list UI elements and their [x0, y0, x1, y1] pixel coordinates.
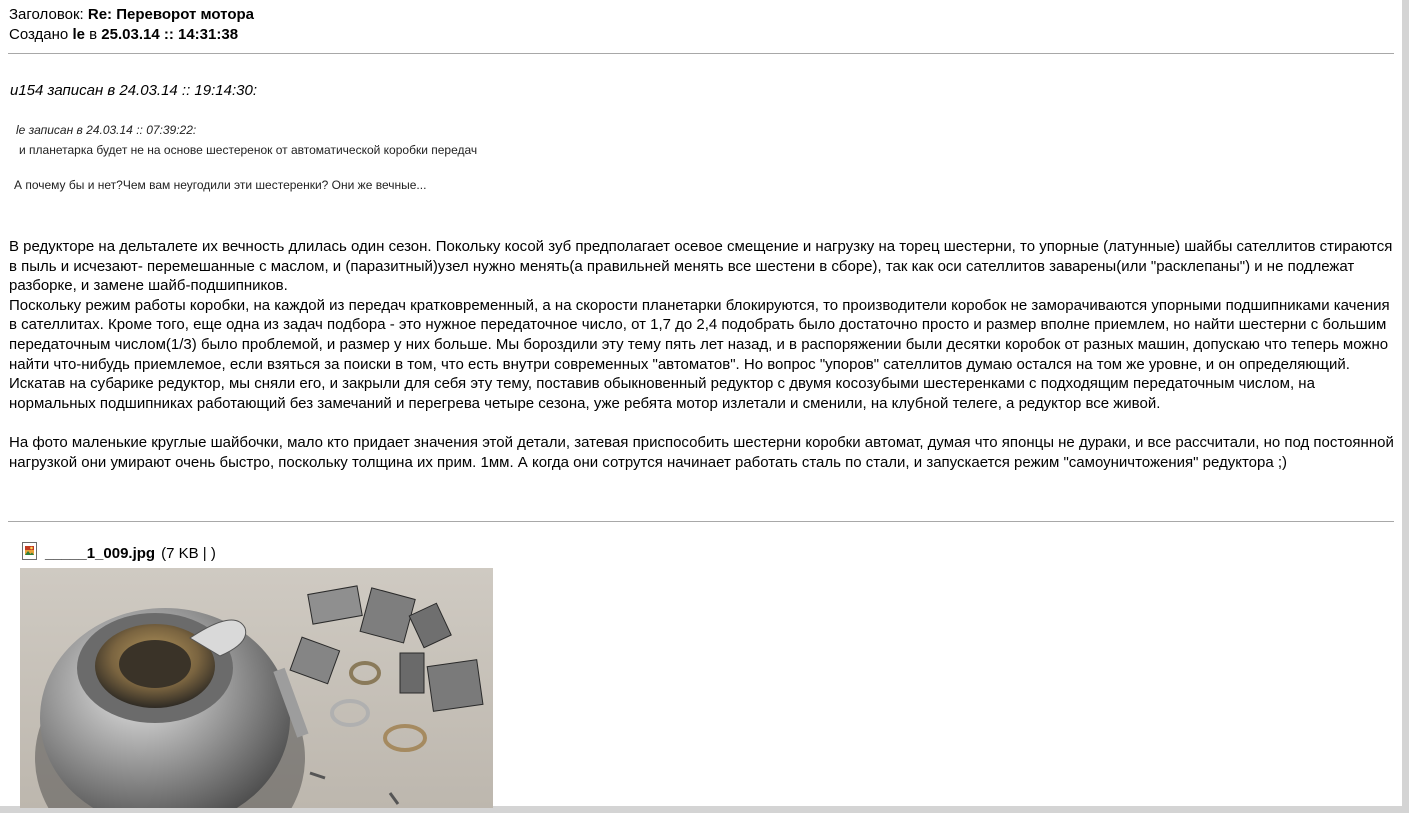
- window-scroll-edge: [1402, 0, 1409, 813]
- post-paragraph-2: На фото маленькие круглые шайбочки, мало кто придает значения этой детали, затевая приспособить шестерни коробки автомат, думая что японцы не дураки, и все рассчитали, но под постоянной нагрузкой они умирают очень быстро, поскольку толщина их прим. 1мм. А когда они сотрутся начинает работать сталь по стали, и запускается режим "самоуничтожения" редуктора ;): [9, 433, 1394, 471]
- post-header: [9, 5, 1397, 45]
- created-line: [9, 25, 1397, 45]
- inner-quote-body: и планетарка будет не на основе шестеренок от автоматической коробки передач: [19, 143, 478, 157]
- inner-quote-header: le записан в 24.03.14 :: 07:39:22:: [16, 123, 197, 137]
- author-name[interactable]: le: [72, 26, 85, 43]
- subject-value: Re: Переворот мотора: [87, 6, 254, 23]
- gears-photo-image: [20, 568, 493, 808]
- created-datetime: 25.03.14 :: 14:31:38: [101, 26, 239, 43]
- post-body: [9, 237, 1399, 472]
- outer-quote-body: А почему бы и нет?Чем вам неугодили эти шестеренки? Они же вечные...: [14, 178, 427, 192]
- subject-label: Заголовок:: [9, 6, 84, 23]
- attachment-filename[interactable]: _____1_009.jpg: [45, 544, 156, 562]
- subject-line: [9, 5, 1397, 25]
- attachment-row[interactable]: [21, 541, 216, 565]
- attachment-photo[interactable]: [20, 568, 493, 808]
- post-paragraph-1: В редукторе на дельталете их вечность длилась один сезон. Покольку косой зуб предполагает осевое смещение и нагрузку на торец шестерни, то упорные (латунные) шайбы сателлитов стираются в пыль и исчезают- перемешанные с маслом, и (паразитный)узел нужно менять(а правильней менять все шестени в сборе), так как оси сателлитов заварены(или "расклепаны") и не подлежат разборке, и замене шайб-подшипников. Поскольку режим работы коробки, на каждой из передач кратковременный, а на скорости планетарки блокируются, то производители коробок не заморачиваются упорными подшипниками качения в сателлитах. Кроме того, еще одна из задач подбора - это нужное передаточное число, от 1,7 до 2,4 подобрать было достаточно просто и размер вполне приемлем, но найти шестерни с большим передаточным числом(1/3) было проблемой, и размер у них больше. Мы бороздили эту тему пять лет назад, и в распоряжении были десятки коробок от разных машин, допускаю что теперь можно найти что-нибудь приемлемое, если взяться за поиски в том, что есть внутри современных "автоматов". Но вопрос "упоров" сателлитов думаю остался на том же уровне, и он определяющий. Искатав на субарике редуктор, мы сняли его, и закрыли для себя эту тему, поставив обыкновенный редуктор с двумя косозубыми шестеренками с подходящим передаточным числом, на нормальных подшипниках работающий без замечаний и перегрева четыре сезона, уже ребята мотор излетали и сменили, на клубной телеге, а редуктор все живой.: [9, 238, 1393, 412]
- attachment-meta: (7 KB | ): [161, 544, 216, 562]
- attachment-separator: [8, 521, 1394, 522]
- header-separator: [8, 53, 1394, 54]
- outer-quote-header: и154 записан в 24.03.14 :: 19:14:30:: [10, 82, 257, 99]
- in-word: в: [89, 26, 98, 43]
- image-file-icon: [21, 541, 39, 565]
- created-label: Создано: [9, 26, 69, 43]
